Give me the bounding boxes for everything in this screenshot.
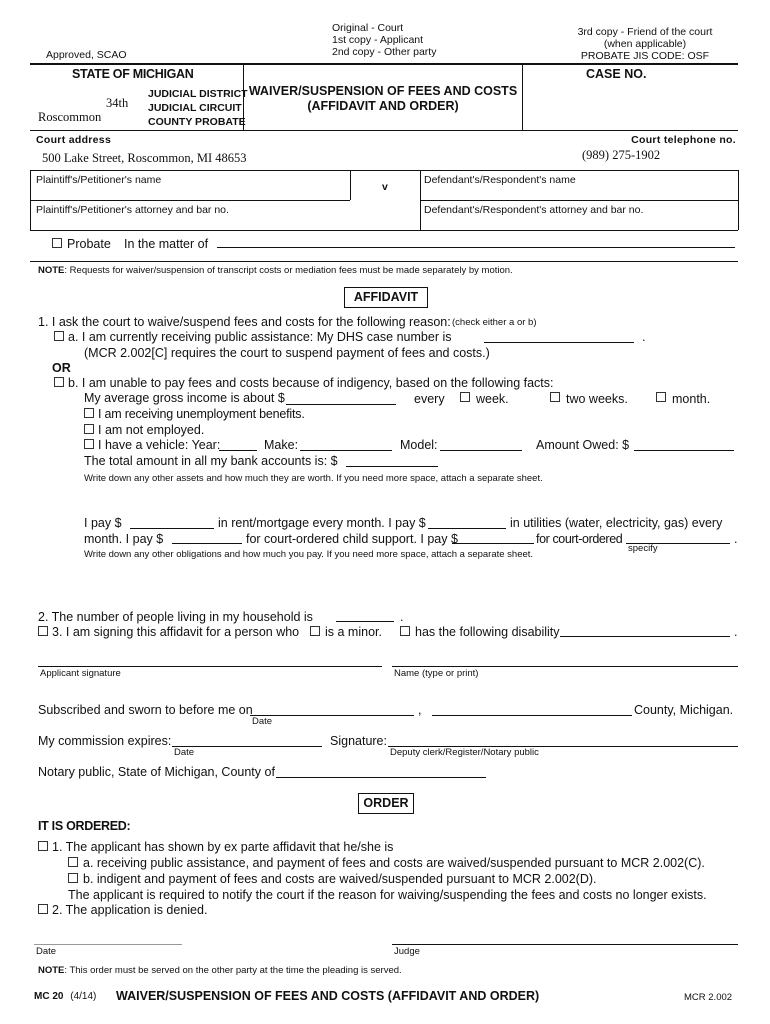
signature-label: Signature:	[330, 734, 387, 748]
assets-hint: Write down any other assets and how much they are worth. If you need more space, attach a separate sheet.	[84, 473, 543, 484]
notary-label: Notary public, State of Michigan, County of	[38, 765, 275, 779]
court-phone-label: Court telephone no.	[631, 134, 736, 146]
item3-text: 3. I am signing this affidavit for a person who	[52, 625, 300, 639]
footer-rule: MCR 2.002	[684, 992, 733, 1003]
vehicle-year-label: I have a vehicle: Year:	[98, 438, 221, 452]
child-support-amount-field[interactable]	[172, 543, 242, 544]
week-label: week.	[476, 392, 509, 406]
commission-date-field[interactable]	[172, 746, 322, 747]
option-a-text: a. I am currently receiving public assistance: My DHS case number is	[68, 330, 452, 344]
copy-distribution	[332, 22, 436, 58]
sworn-label: Subscribed and sworn to before me on	[38, 703, 253, 717]
case-no-label: CASE NO.	[586, 67, 647, 81]
defendant-attorney-field[interactable]: Defendant's/Respondent's attorney and bar no.	[424, 204, 644, 216]
sworn-comma: ,	[418, 703, 422, 717]
order1-checkbox[interactable]	[38, 841, 48, 851]
copy-third-block	[560, 26, 730, 62]
not-employed-label: I am not employed.	[98, 423, 205, 437]
week-checkbox[interactable]	[460, 392, 470, 402]
every-label: every	[414, 392, 445, 406]
utilities-text: in utilities (water, electricity, gas) every	[510, 516, 723, 530]
unemployment-checkbox[interactable]	[84, 408, 94, 418]
applicant-signature-label: Applicant signature	[40, 668, 121, 679]
versus-label: v	[382, 181, 388, 193]
dhs-case-number-field[interactable]	[484, 342, 634, 343]
court-ordered-label: for court-ordered	[536, 532, 623, 546]
copy-third: 3rd copy - Friend of the court	[577, 26, 713, 38]
deputy-label: Deputy clerk/Register/Notary public	[390, 747, 539, 758]
bank-total-label: The total amount in all my bank accounts is: $	[84, 454, 338, 468]
probate-checkbox[interactable]	[52, 238, 62, 248]
vehicle-model-field[interactable]	[440, 450, 522, 451]
applicant-name-label: Name (type or print)	[394, 668, 479, 679]
vehicle-year-field[interactable]	[219, 450, 257, 451]
specify-hint: specify	[628, 543, 658, 554]
form-title-line2: (AFFIDAVIT AND ORDER)	[307, 99, 459, 113]
notary-county-field[interactable]	[276, 777, 486, 778]
court-phone: (989) 275-1902	[582, 148, 661, 162]
judge-signature-field[interactable]	[392, 944, 738, 945]
court-type-district: JUDICIAL DISTRICT	[148, 88, 248, 100]
utilities-amount-field[interactable]	[428, 528, 506, 529]
disability-period: .	[734, 625, 738, 639]
it-is-ordered: IT IS ORDERED:	[38, 819, 131, 833]
two-weeks-checkbox[interactable]	[550, 392, 560, 402]
plaintiff-name-field[interactable]: Plaintiff's/Petitioner's name	[36, 174, 162, 186]
district-number: 34th	[106, 96, 129, 110]
option-a-period: .	[642, 330, 646, 344]
commission-label: My commission expires:	[38, 734, 172, 748]
probate-label: Probate	[67, 237, 111, 251]
item1-hint: (check either a or b)	[452, 317, 537, 328]
disability-label: has the following disability	[415, 625, 560, 639]
copy-original: Original - Court	[332, 22, 404, 34]
month-checkbox[interactable]	[656, 392, 666, 402]
court-type-circuit: JUDICIAL CIRCUIT	[148, 102, 242, 114]
order1a-text: a. receiving public assistance, and payment of fees and costs are waived/suspended pursuant to MCR 2.002(C).	[83, 856, 705, 870]
gross-income-field[interactable]	[286, 404, 396, 405]
child-support-text: for court-ordered child support. I pay $	[246, 532, 458, 546]
form-revision: (4/14)	[70, 991, 97, 1002]
form-id: MC 20	[34, 991, 64, 1002]
sworn-date-field[interactable]	[250, 715, 414, 716]
form-title	[244, 84, 522, 114]
household-period: .	[400, 610, 404, 624]
option-b-text: b. I am unable to pay fees and costs because of indigency, based on the following facts:	[68, 376, 554, 390]
order1a-checkbox[interactable]	[68, 857, 78, 867]
sworn-county-field[interactable]	[432, 715, 632, 716]
footer-title: WAIVER/SUSPENSION OF FEES AND COSTS (AFFIDAVIT AND ORDER)	[116, 989, 540, 1003]
matter-of-label: In the matter of	[124, 237, 209, 251]
household-count-field[interactable]	[336, 621, 394, 622]
copy-first: 1st copy - Applicant	[332, 34, 424, 46]
not-employed-checkbox[interactable]	[84, 424, 94, 434]
order-date-label: Date	[36, 946, 57, 957]
option-a-checkbox[interactable]	[54, 331, 64, 341]
note-served	[38, 965, 402, 976]
note2-label: NOTE	[38, 965, 65, 976]
other-amount-field[interactable]	[452, 543, 534, 544]
order2-checkbox[interactable]	[38, 904, 48, 914]
obligations-hint: Write down any other obligations and how much you pay. If you need more space, attach a separate sheet.	[84, 549, 534, 560]
bank-total-field[interactable]	[346, 466, 438, 467]
court-address: 500 Lake Street, Roscommon, MI 48653	[42, 151, 247, 165]
vehicle-make-label: Make:	[264, 438, 299, 452]
rent-amount-field[interactable]	[130, 528, 214, 529]
disability-checkbox[interactable]	[400, 626, 410, 636]
minor-checkbox[interactable]	[310, 626, 320, 636]
rent-pay-label: I pay $	[84, 516, 122, 530]
note2-text: : This order must be served on the other party at the time the pleading is served.	[64, 965, 402, 976]
gross-income-label: My average gross income is about $	[84, 391, 285, 405]
month-pay-label: month. I pay $	[84, 532, 164, 546]
household-label: 2. The number of people living in my household is	[38, 610, 313, 624]
order1-note: The applicant is required to notify the court if the reason for waiving/suspending the fees and costs no longer exists.	[68, 888, 707, 902]
court-type-list	[148, 87, 248, 129]
note-label: NOTE	[38, 265, 65, 276]
approved-label: Approved, SCAO	[46, 49, 127, 61]
order1-text: 1. The applicant has shown by ex parte affidavit that he/she is	[52, 840, 394, 854]
item1-text: 1. I ask the court to waive/suspend fees and costs for the following reason:	[38, 315, 451, 329]
copy-third-note: (when applicable)	[603, 38, 687, 50]
month-label: month.	[672, 392, 711, 406]
court-address-label: Court address	[36, 134, 112, 146]
plaintiff-attorney-field[interactable]: Plaintiff's/Petitioner's attorney and bar no.	[36, 204, 229, 216]
note-text: : Requests for waiver/suspension of transcript costs or mediation fees must be made separately by motion.	[64, 265, 513, 276]
order-date-field[interactable]	[34, 944, 182, 945]
option-a-note: (MCR 2.002[C] requires the court to suspend payment of fees and costs.)	[84, 346, 490, 360]
matter-of-field[interactable]	[217, 247, 735, 248]
option-b-checkbox[interactable]	[54, 377, 64, 387]
form-title-line1: WAIVER/SUSPENSION OF FEES AND COSTS	[248, 84, 518, 98]
sworn-date-label: Date	[252, 716, 273, 727]
vehicle-model-label: Model:	[400, 438, 438, 452]
item3-checkbox[interactable]	[38, 626, 48, 636]
amount-owed-field[interactable]	[634, 450, 734, 451]
court-type-probate: COUNTY PROBATE	[148, 116, 246, 128]
order1b-checkbox[interactable]	[68, 873, 78, 883]
disability-field[interactable]	[560, 636, 730, 637]
or-label: OR	[52, 361, 71, 375]
state-heading: STATE OF MICHIGAN	[72, 67, 194, 81]
copy-second: 2nd copy - Other party	[332, 46, 437, 58]
affidavit-heading: AFFIDAVIT	[353, 290, 419, 304]
applicant-signature-field[interactable]	[38, 666, 382, 667]
unemployment-label: I am receiving unemployment benefits.	[98, 407, 305, 421]
minor-label: is a minor.	[325, 625, 382, 639]
commission-date-label: Date	[174, 747, 195, 758]
order2-text: 2. The application is denied.	[52, 903, 208, 917]
vehicle-make-field[interactable]	[300, 450, 392, 451]
footer-form-id	[34, 991, 96, 1002]
county-michigan-label: County, Michigan.	[634, 703, 734, 717]
order-heading: ORDER	[363, 796, 409, 810]
jis-code: PROBATE JIS CODE: OSF	[580, 50, 710, 62]
order1b-text: b. indigent and payment of fees and costs are waived/suspended pursuant to MCR 2.002(D).	[83, 872, 597, 886]
court-ordered-period: .	[734, 532, 738, 546]
defendant-name-field[interactable]: Defendant's/Respondent's name	[424, 174, 576, 186]
vehicle-checkbox[interactable]	[84, 439, 94, 449]
amount-owed-label: Amount Owed: $	[536, 438, 630, 452]
applicant-name-field[interactable]	[392, 666, 738, 667]
judge-label: Judge	[394, 946, 420, 957]
note-transcript	[38, 265, 513, 276]
county-name: Roscommon	[38, 110, 102, 124]
two-weeks-label: two weeks.	[566, 392, 628, 406]
rent-text: in rent/mortgage every month. I pay $	[218, 516, 426, 530]
